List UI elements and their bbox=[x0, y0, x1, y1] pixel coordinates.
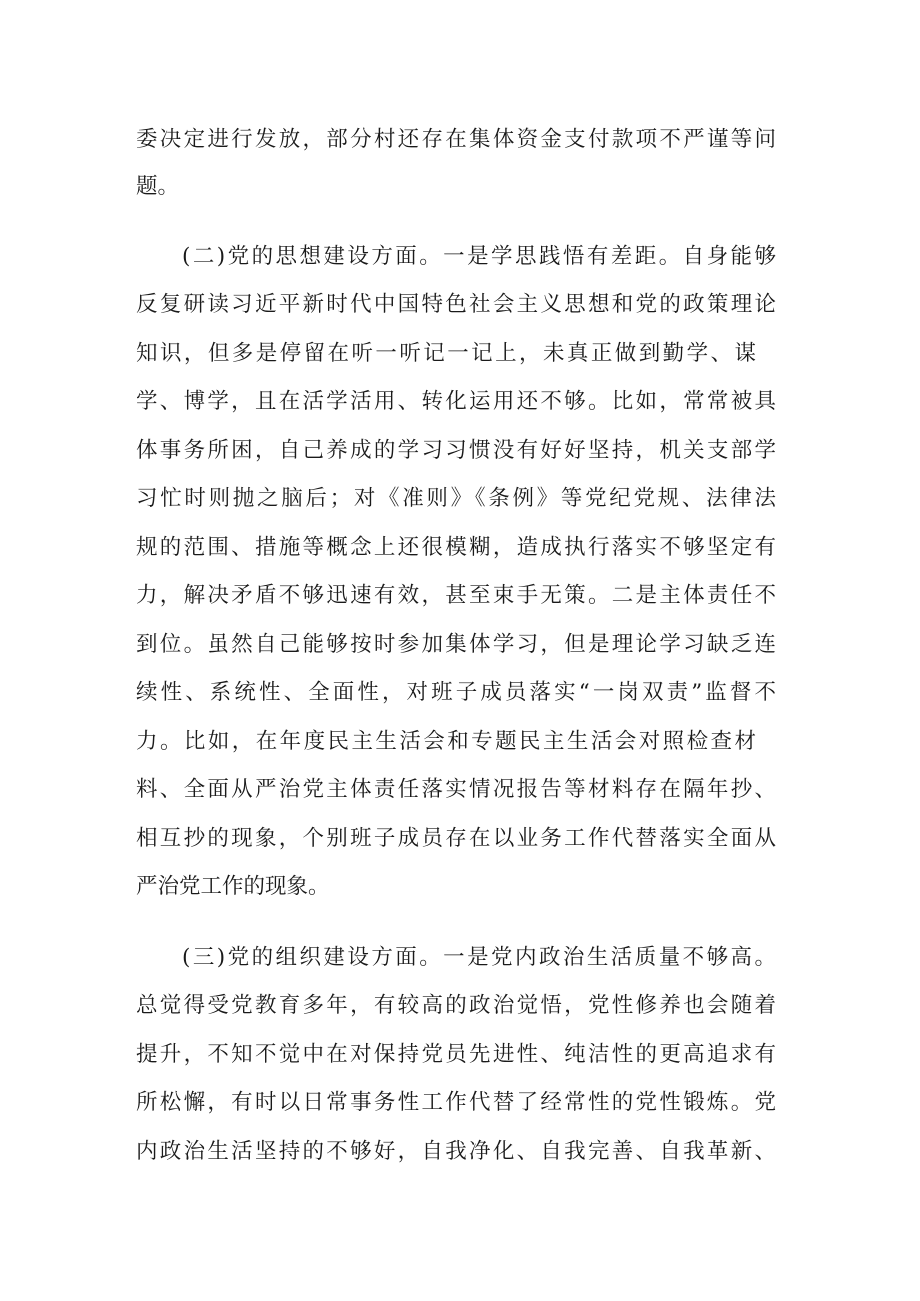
section-heading-line: (二)党的思想建设方面。一是学思践悟有差距。自身能够 bbox=[182, 244, 776, 269]
text-line: 学、博学，且在活学活用、转化运用还不够。比如，常常被具 bbox=[136, 389, 776, 414]
text-line: 反复研读习近平新时代中国特色社会主义思想和党的政策理论 bbox=[136, 292, 776, 317]
text-line: 相互抄的现象，个别班子成员存在以业务工作代替落实全面从 bbox=[136, 826, 776, 851]
text-line: 内政治生活坚持的不够好，自我净化、自我完善、自我革新、 bbox=[136, 1139, 776, 1164]
text-line: 所松懈，有时以日常事务性工作代替了经常性的党性锻炼。党 bbox=[136, 1090, 776, 1115]
text-line: 题。 bbox=[136, 174, 180, 199]
text-line: 到位。虽然自己能够按时参加集体学习，但是理论学习缺乏连 bbox=[136, 632, 776, 657]
text-line: 力。比如，在年度民主生活会和专题民主生活会对照检查材 bbox=[136, 729, 756, 754]
text-line: 严治党工作的现象。 bbox=[136, 874, 330, 899]
text-line: 提升，不知不觉中在对保持党员先进性、纯洁性的更高追求有 bbox=[136, 1042, 776, 1067]
text-line: 料、全面从严治党主体责任落实情况报告等材料存在隔年抄、 bbox=[136, 777, 776, 802]
text-line: 知识，但多是停留在听一听记一记上，未真正做到勤学、谋 bbox=[136, 341, 756, 366]
text-line: 体事务所困，自己养成的学习习惯没有好好坚持，机关支部学 bbox=[136, 438, 776, 463]
section-heading-line: (三)党的组织建设方面。一是党内政治生活质量不够高。 bbox=[182, 945, 776, 970]
text-line: 力，解决矛盾不够迅速有效，甚至束手无策。二是主体责任不 bbox=[136, 583, 776, 608]
text-line: 总觉得受党教育多年，有较高的政治觉悟，党性修养也会随着 bbox=[136, 993, 776, 1018]
text-line: 续性、系统性、全面性，对班子成员落实“一岗双责”监督不 bbox=[136, 680, 776, 705]
text-line: 委决定进行发放，部分村还存在集体资金支付款项不严谨等问 bbox=[136, 127, 776, 152]
text-line: 习忙时则抛之脑后；对《准则》《条例》等党纪党规、法律法 bbox=[136, 486, 776, 511]
text-line: 规的范围、措施等概念上还很模糊，造成执行落实不够坚定有 bbox=[136, 535, 776, 560]
